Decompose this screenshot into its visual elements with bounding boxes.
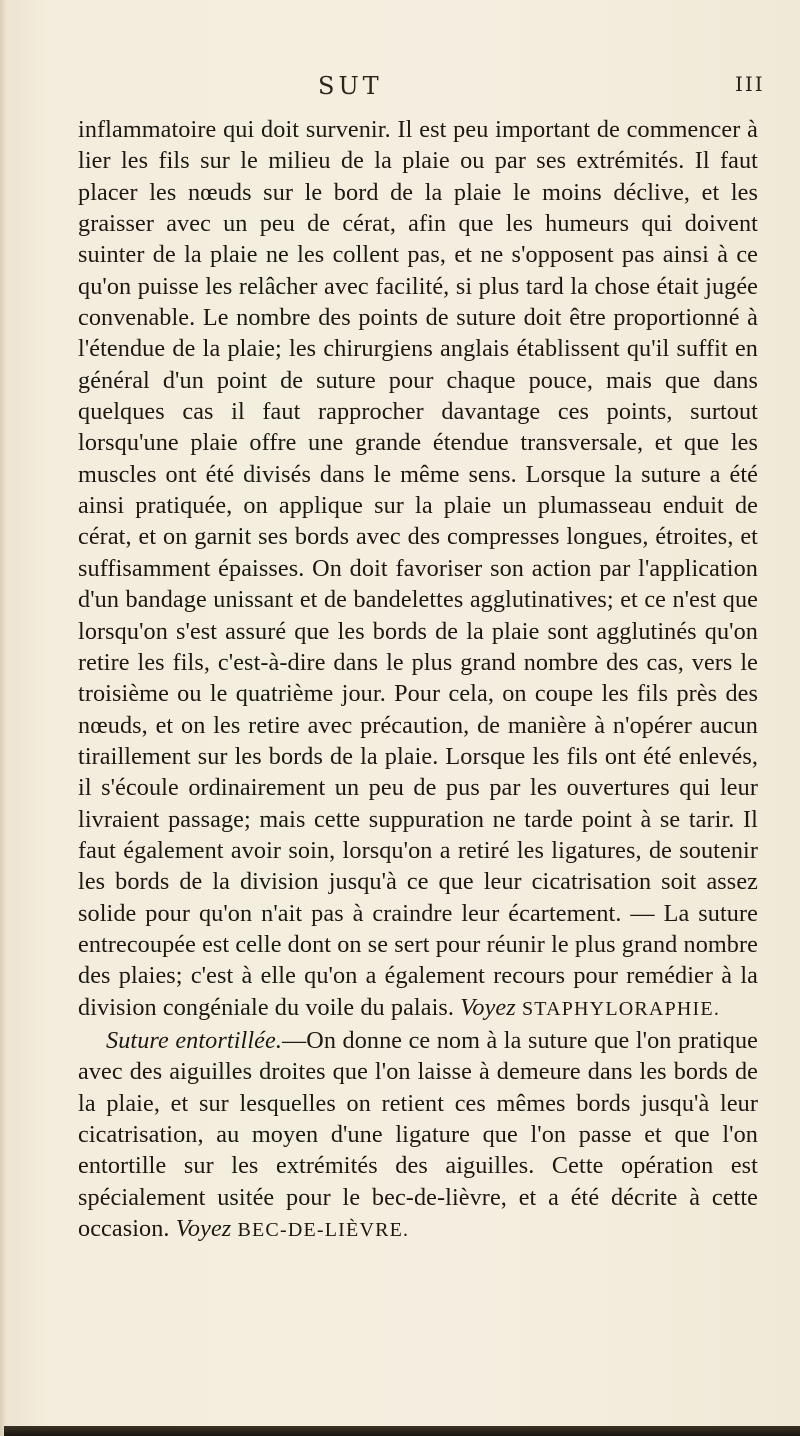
page-gutter-shadow	[0, 0, 6, 1436]
cross-reference: BEC-DE-LIÈVRE.	[237, 1219, 410, 1242]
paragraph-text: —On donne ce nom à la suture que l'on pratique avec des aiguilles droites que l'on laisse à demeure dans les bords de la plaie, et sur lesquelles on retient ces mêmes bords jusqu'à leur cicatrisation, au moyen d'une ligature que l'on passe et que l'on entortille sur les extrémités des aiguilles. Cette opération est spécialement usitée pour le bec-de-lièvre, et a été décrite à cette occasion.	[78, 1026, 759, 1243]
page-bottom-edge	[4, 1426, 800, 1436]
paragraph-suture-entortillee	[78, 1025, 758, 1246]
see-also-label: Voyez	[175, 1215, 232, 1243]
entry-term: Suture entortillée.	[106, 1026, 282, 1054]
paragraph-suture-entrecoupee	[78, 114, 758, 1025]
cross-reference: STAPHYLORAPHIE.	[521, 997, 721, 1020]
page-number: III	[735, 72, 765, 96]
running-title: SUT	[318, 72, 383, 100]
body-text	[78, 114, 758, 1246]
see-also-label: Voyez	[460, 993, 516, 1021]
paragraph-text: inflammatoire qui doit survenir. Il est peu important de commencer à lier les fils sur le milieu de la plaie ou par ses extrémités. Il faut placer les nœuds sur le bord de la plaie le moins déclive, et les graisser avec un peu de cérat, afin que les humeurs qui doivent suinter de la plaie ne les collent pas, et ne s'opposent pas ainsi à ce qu'on puisse les relâcher avec facilité, si plus tard la chose était jugée convenable. Le nombre des points de suture doit être proportionné à l'étendue de la plaie; les chirurgiens anglais établissent qu'il suffit en général d'un point de suture pour chaque pouce, mais que dans quelques cas il faut rapprocher davantage ces points, surtout lorsqu'une plaie offre une grande étendue transversale, et que les muscles ont été divisés dans le même sens. Lorsque la suture a été ainsi pratiquée, on applique sur la plaie un plumasseau enduit de cérat, et on garnit ses bords avec des compresses longues, étroites, et suffisamment épaisses. On doit favoriser son action par l'application d'un bandage unissant et de bandelettes agglutinatives; et ce n'est que lorsqu'on s'est assuré que les bords de la plaie sont agglutinés qu'on retire les fils, c'est-à-dire dans le plus grand nombre des cas, vers le troisième ou le quatrième jour. Pour cela, on coupe les fils près des nœuds, et on les retire avec précaution, de manière à n'opérer aucun tiraillement sur les bords de la plaie. Lorsque les fils ont été enlevés, il s'écoule ordinairement un peu de pus par les ouvertures qui leur livraient passage; mais cette suppuration ne tarde point à se tarir. Il faut également avoir soin, lorsqu'on a retiré les ligatures, de soutenir les bords de la division jusqu'à ce que leur cicatrisation soit assez solide pour qu'on n'ait pas à craindre leur écartement. — La suture entrecoupée est celle dont on se sert pour réunir le plus grand nombre des plaies; c'est à elle qu'on a également recours pour remédier à la division congéniale du voile du palais.	[78, 116, 758, 1021]
